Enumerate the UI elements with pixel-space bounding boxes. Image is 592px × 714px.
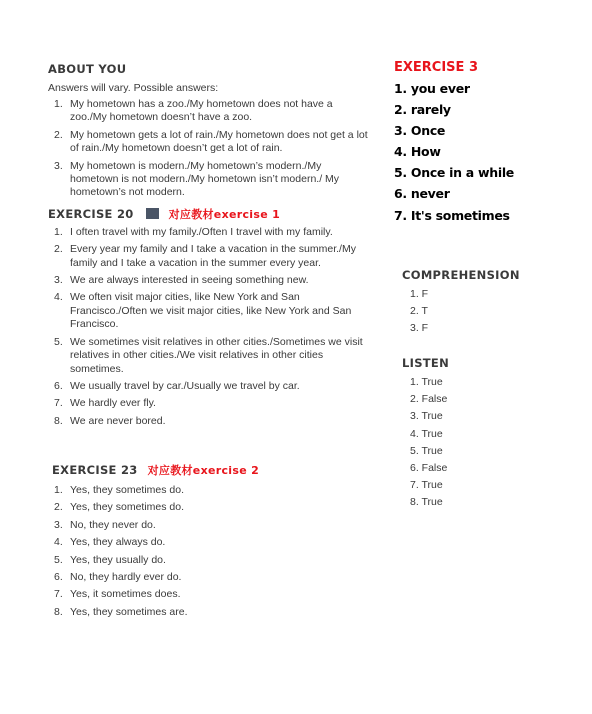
list-item: 8. We are never bored. — [54, 414, 166, 427]
list-item: 2. Yes, they sometimes do. — [54, 501, 185, 514]
exercise-3-heading: EXERCISE 3 — [394, 60, 478, 75]
list-item: 7. We hardly ever fly. — [54, 397, 156, 410]
list-item: 3. F — [410, 322, 429, 335]
list-item: 7. True — [410, 479, 443, 492]
list-item: 1. My hometown has a zoo./My hometown does not have a zoo./My hometown doesn’t have a zoo. — [54, 98, 333, 124]
list-item: 3. No, they never do. — [54, 518, 156, 531]
list-item: 2. My hometown gets a lot of rain./My hometown does not get a lot of rain./My hometown doesn’t get a lot of rain. — [54, 128, 368, 155]
exercise-23-note: 对应教材exercise 2 — [147, 464, 260, 477]
about-you-list — [48, 98, 368, 200]
about-you-intro: Answers will vary. Possible answers: — [48, 82, 219, 94]
list-item: 3. My hometown is modern./My hometown’s modern./My hometown is not modern./My hometown isn’t modern./ My hometown’s not modern. — [54, 159, 340, 199]
list-item: 1. True — [410, 376, 443, 388]
list-item: 7. Yes, it sometimes does. — [54, 588, 181, 601]
list-item: 4. Yes, they always do. — [54, 536, 166, 549]
exercise-20-heading: EXERCISE 20 对应教材exercise 1 — [48, 206, 281, 221]
list-item: 4. True — [410, 427, 443, 440]
about-you-section — [48, 62, 368, 200]
listen-section — [402, 356, 449, 514]
list-item: 5. Once in a while — [394, 165, 514, 181]
list-item: 8. Yes, they sometimes are. — [54, 605, 188, 618]
list-item: 5. We sometimes visit relatives in other cities./Sometimes we visit relatives in other cities./We visit relatives in other cities sometimes. — [54, 335, 363, 375]
exercise-20-list — [48, 226, 368, 428]
about-you-heading: ABOUT YOU — [48, 62, 127, 76]
list-item: 5. True — [410, 444, 443, 457]
list-item: 2. False — [410, 393, 448, 406]
list-item: 3. True — [410, 410, 443, 423]
list-item: 2. Every year my family and I take a vacation in the summer./My family and I take a vacation in the summer every year. — [54, 243, 356, 269]
list-item: 5. Yes, they usually do. — [54, 553, 166, 566]
list-item: 1. Yes, they sometimes do. — [54, 484, 185, 496]
exercise-23-heading: EXERCISE 23 对应教材exercise 2 — [52, 463, 260, 477]
list-item: 6. We usually travel by car./Usually we travel by car. — [54, 379, 300, 392]
left-column — [48, 62, 368, 618]
comprehension-list — [402, 288, 520, 335]
square-icon — [146, 208, 159, 219]
listen-list — [402, 376, 449, 509]
list-item: 1. I often travel with my family./Often I travel with my family. — [54, 225, 333, 238]
right-column — [394, 60, 584, 509]
list-item: 6. No, they hardly ever do. — [54, 571, 182, 584]
exercise-20-note: 对应教材exercise 1 — [168, 207, 281, 221]
list-item: 2. rarely — [394, 102, 451, 118]
exercise-23-list — [48, 484, 368, 619]
list-item: 4. How — [394, 144, 441, 160]
list-item: 3. We are always interested in seeing something new. — [54, 274, 309, 287]
list-item: 6. False — [410, 461, 448, 474]
exercise-3-list — [394, 81, 584, 223]
list-item: 1. F — [410, 288, 429, 300]
exercise-20-section — [48, 206, 368, 428]
list-item: 7. It's sometimes — [394, 207, 510, 223]
list-item: 3. Once — [394, 123, 446, 139]
list-item: 4. We often visit major cities, like New York and San Francisco./Often we visit major cities, like New York and San Francisco. — [54, 291, 352, 331]
list-item: 6. never — [394, 186, 450, 202]
comprehension-section — [402, 268, 520, 340]
comprehension-heading: COMPREHENSION — [402, 268, 520, 282]
listen-heading: LISTEN — [402, 356, 450, 370]
list-item: 8. True — [410, 496, 443, 509]
list-item: 2. T — [410, 305, 428, 318]
list-item: 1. you ever — [394, 81, 470, 96]
exercise-23-section — [48, 462, 368, 623]
